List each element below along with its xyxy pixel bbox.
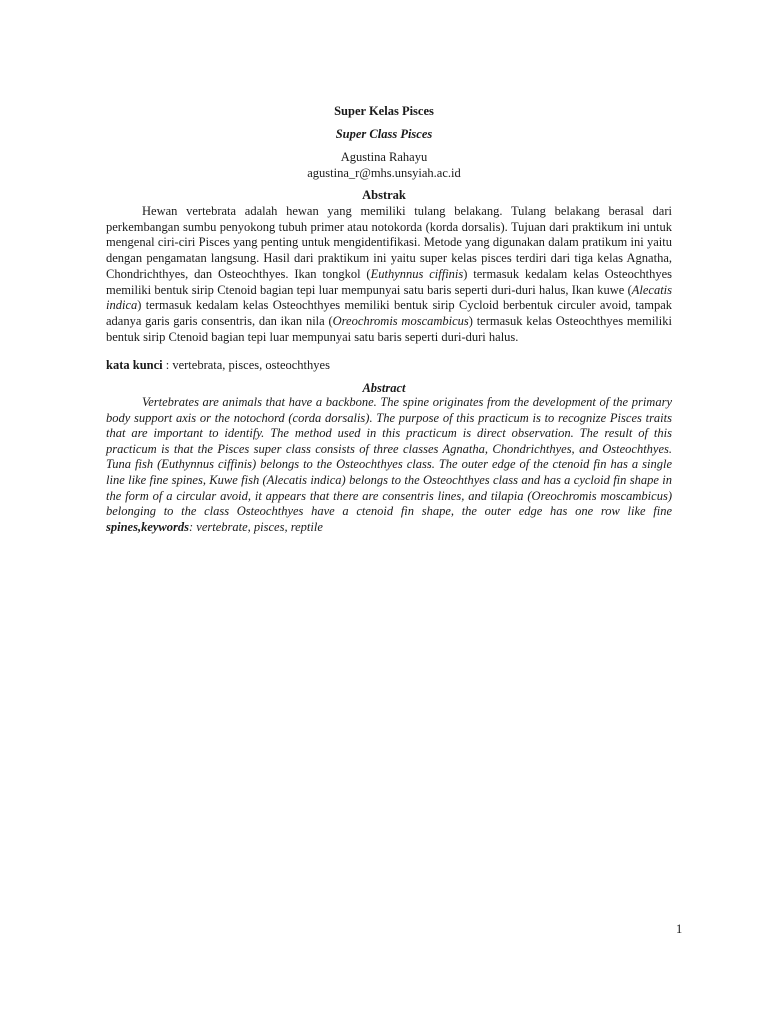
author-name: Agustina Rahayu [340, 150, 428, 164]
abstrak-text-part-2: ) termasuk kedalam kelas Osteochthyes memiliki bentuk sirip Ctenoid bagian tepi luar mempunyai satu baris seperti duri-duri halus, Ikan kuwe ( [106, 266, 672, 297]
species-name: Alecatis indica [106, 282, 672, 313]
kata-kunci-line [106, 357, 672, 373]
keywords-label: spines,keywords [106, 519, 189, 534]
kata-kunci-label: kata kunci [106, 358, 163, 372]
abstract-heading: Abstract [362, 381, 406, 395]
abstrak-text-part-1: Hewan vertebrata adalah hewan yang memiliki tulang belakang. Tulang belakang berasal dari perkembangan sumbu penyokong tubuh primer atau notokorda (korda dorsalis). Tujuan dari praktikum ini untuk mengenal ciri-ciri Pisces yang penting untuk mengidentifikasi. Metode yang digunakan dalam pratikum ini yaitu dengan pengamatan langsung. Hasil dari praktikum ini yaitu super kelas pisces terdiri dari tiga kelas Agnatha, Chondrichthyes, dan Osteochthyes. Ikan tongkol ( [106, 204, 672, 281]
abstrak-heading: Abstrak [362, 188, 406, 202]
abstract-text: Vertebrates are animals that have a backbone. The spine originates from the development of the primary body support axis or the notochord (corda dorsalis). The purpose of this practicum is to recognize Pisces traits that are important to identify. The method used in this practicum is direct observation. The result of this practicum is that the Pisces super class consists of three classes Agnatha, Chondrichthyes, and Osteochthyes. Tuna fish (Euthynnus ciffinis) belongs to the Osteochthyes class. The outer edge of the ctenoid fin has a single line like fine spines, Kuwe fish (Alecatis indica) belongs to the Osteochthyes class and has a cycloid fin shape in the form of a circular avoid, it appears that there are consentris lines, and tilapia (Oreochromis moscambicus) belonging to the class Osteochthyes have a ctenoid fin shape, the outer edge has one row like fine [106, 395, 672, 519]
page-number: 1 [676, 922, 683, 936]
paper-title-english: Super Class Pisces [335, 127, 433, 141]
species-name: Euthynnus ciffinis [370, 266, 464, 281]
keywords-values: : vertebrate, pisces, reptile [189, 519, 323, 534]
author-email: agustina_r@mhs.unsyiah.ac.id [307, 166, 461, 180]
abstrak-text-part-4: ) termasuk kelas Osteochthyes memiliki bentuk sirip Ctenoid bagian tepi luar mempunyai satu baris seperti duri-duri halus. [106, 313, 672, 344]
abstract-paragraph [106, 395, 672, 535]
abstrak-text-part-3: ) termasuk kedalam kelas Osteochthyes memiliki bentuk sirip Cycloid berbentuk circuler avoid, tampak adanya garis garis consentris, dan ikan nila ( [106, 298, 672, 328]
species-name: Oreochromis moscambicus [332, 313, 469, 328]
paper-title: Super Kelas Pisces [334, 104, 434, 118]
abstrak-paragraph [106, 204, 672, 345]
kata-kunci-values: : vertebrata, pisces, osteochthyes [162, 358, 330, 372]
